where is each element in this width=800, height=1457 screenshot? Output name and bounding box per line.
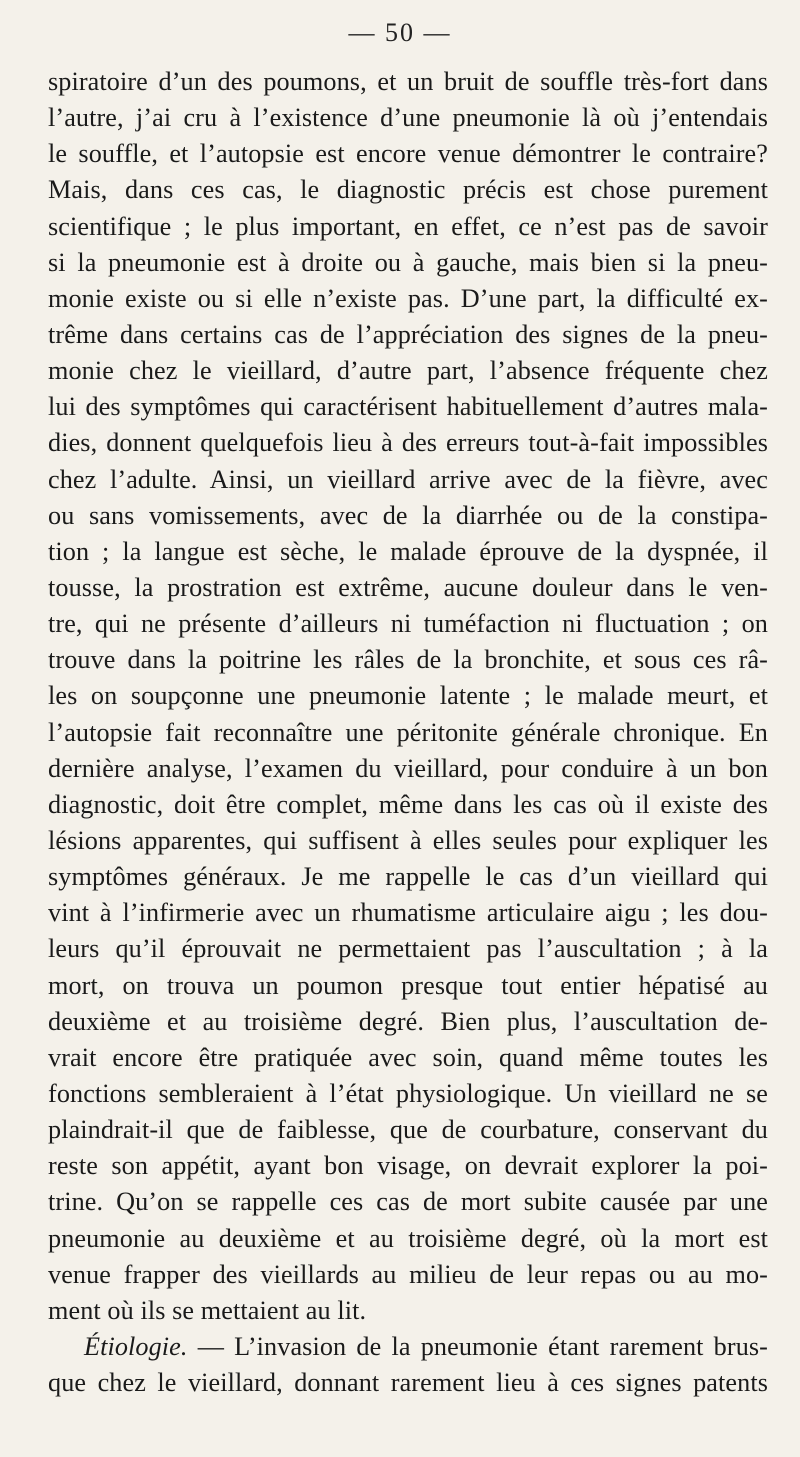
text-line: chez l’adulte. Ainsi, un vieillard arrive avec de la fièvre, avec — [48, 464, 768, 494]
text-line: dernière analyse, l’examen du vieillard, pour conduire à un bon — [48, 753, 768, 783]
text-line: si la pneumonie est à droite ou à gauche, mais bien si la pneu- — [48, 247, 768, 277]
text-line: pneumonie au deuxième et au troisième degré, où la mort est — [48, 1223, 768, 1253]
text-line: mort, on trouva un poumon presque tout entier hépatisé au — [48, 970, 768, 1000]
section-heading-etiology: Étiologie. — [84, 1331, 188, 1361]
text-line: monie chez le vieillard, d’autre part, l’absence fréquente chez — [48, 356, 768, 386]
text-line: plaindrait-il que de faiblesse, que de courbature, conservant du — [48, 1115, 768, 1145]
text-line: tre, qui ne présente d’ailleurs ni tuméfaction ni fluctuation ; on — [48, 609, 768, 639]
text-line: vrait encore être pratiquée avec soin, quand même toutes les — [48, 1042, 768, 1072]
text-line: venue frapper des vieillards au milieu de leur repas ou au mo- — [48, 1259, 768, 1289]
text-line: trême dans certains cas de l’appréciation des signes de la pneu- — [48, 319, 768, 349]
text-line: dies, donnent quelquefois lieu à des erreurs tout-à-fait impossibles — [48, 428, 768, 458]
text-line: tousse, la prostration est extrême, aucune douleur dans le ven- — [48, 572, 768, 602]
etiology-text: — L’invasion de la pneumonie étant rarement brus- — [187, 1331, 768, 1361]
text-line: les on soupçonne une pneumonie latente ; le malade meurt, et — [48, 681, 768, 711]
text-line: monie existe ou si elle n’existe pas. D’une part, la difficulté ex- — [48, 283, 768, 313]
text-line: deuxième et au troisième degré. Bien plus, l’auscultation de- — [48, 1006, 768, 1036]
text-line: diagnostic, doit être complet, même dans les cas où il existe des — [48, 789, 768, 819]
text-line: le souffle, et l’autopsie est encore venue démontrer le contraire? — [48, 139, 768, 169]
text-line: trine. Qu’on se rappelle ces cas de mort subite causée par une — [48, 1187, 768, 1217]
text-line: reste son appétit, ayant bon visage, on devrait explorer la poi- — [48, 1151, 768, 1181]
text-line: spiratoire d’un des poumons, et un bruit de souffle très-fort dans — [48, 67, 768, 96]
text-line: vint à l’infirmerie avec un rhumatisme articulaire aigu ; les dou- — [48, 898, 768, 928]
text-line: leurs qu’il éprouvait ne permettaient pas l’auscultation ; à la — [48, 934, 768, 964]
text-line: tion ; la langue est sèche, le malade éprouve de la dyspnée, il — [48, 536, 768, 566]
text-line: fonctions sembleraient à l’état physiologique. Un vieillard ne se — [48, 1078, 768, 1108]
text-line: l’autopsie fait reconnaître une péritonite générale chronique. En — [48, 717, 768, 747]
text-line: l’autre, j’ai cru à l’existence d’une pneumonie là où j’entendais — [48, 103, 768, 133]
text-line: ou sans vomissements, avec de la diarrhée ou de la constipa- — [48, 500, 768, 530]
text-line: trouve dans la poitrine les râles de la bronchite, et sous ces râ- — [48, 645, 768, 675]
text-line: lésions apparentes, qui suffisent à elles seules pour expliquer les — [48, 825, 768, 855]
text-line: symptômes généraux. Je me rappelle le cas d’un vieillard qui — [48, 862, 768, 892]
text-line: lui des symptômes qui caractérisent habituellement d’autres mala- — [48, 392, 768, 422]
text-line: que chez le vieillard, donnant rarement lieu à ces signes patents — [48, 1368, 768, 1398]
text-line: scientifique ; le plus important, en effet, ce n’est pas de savoir — [48, 211, 768, 241]
text-line: Mais, dans ces cas, le diagnostic précis est chose purement — [48, 175, 768, 205]
page-number: — 50 — — [348, 18, 452, 47]
section-etiology-line — [48, 1329, 768, 1365]
body-text — [48, 64, 768, 1401]
text-line: ment où ils se mettaient au lit. — [48, 1295, 367, 1325]
